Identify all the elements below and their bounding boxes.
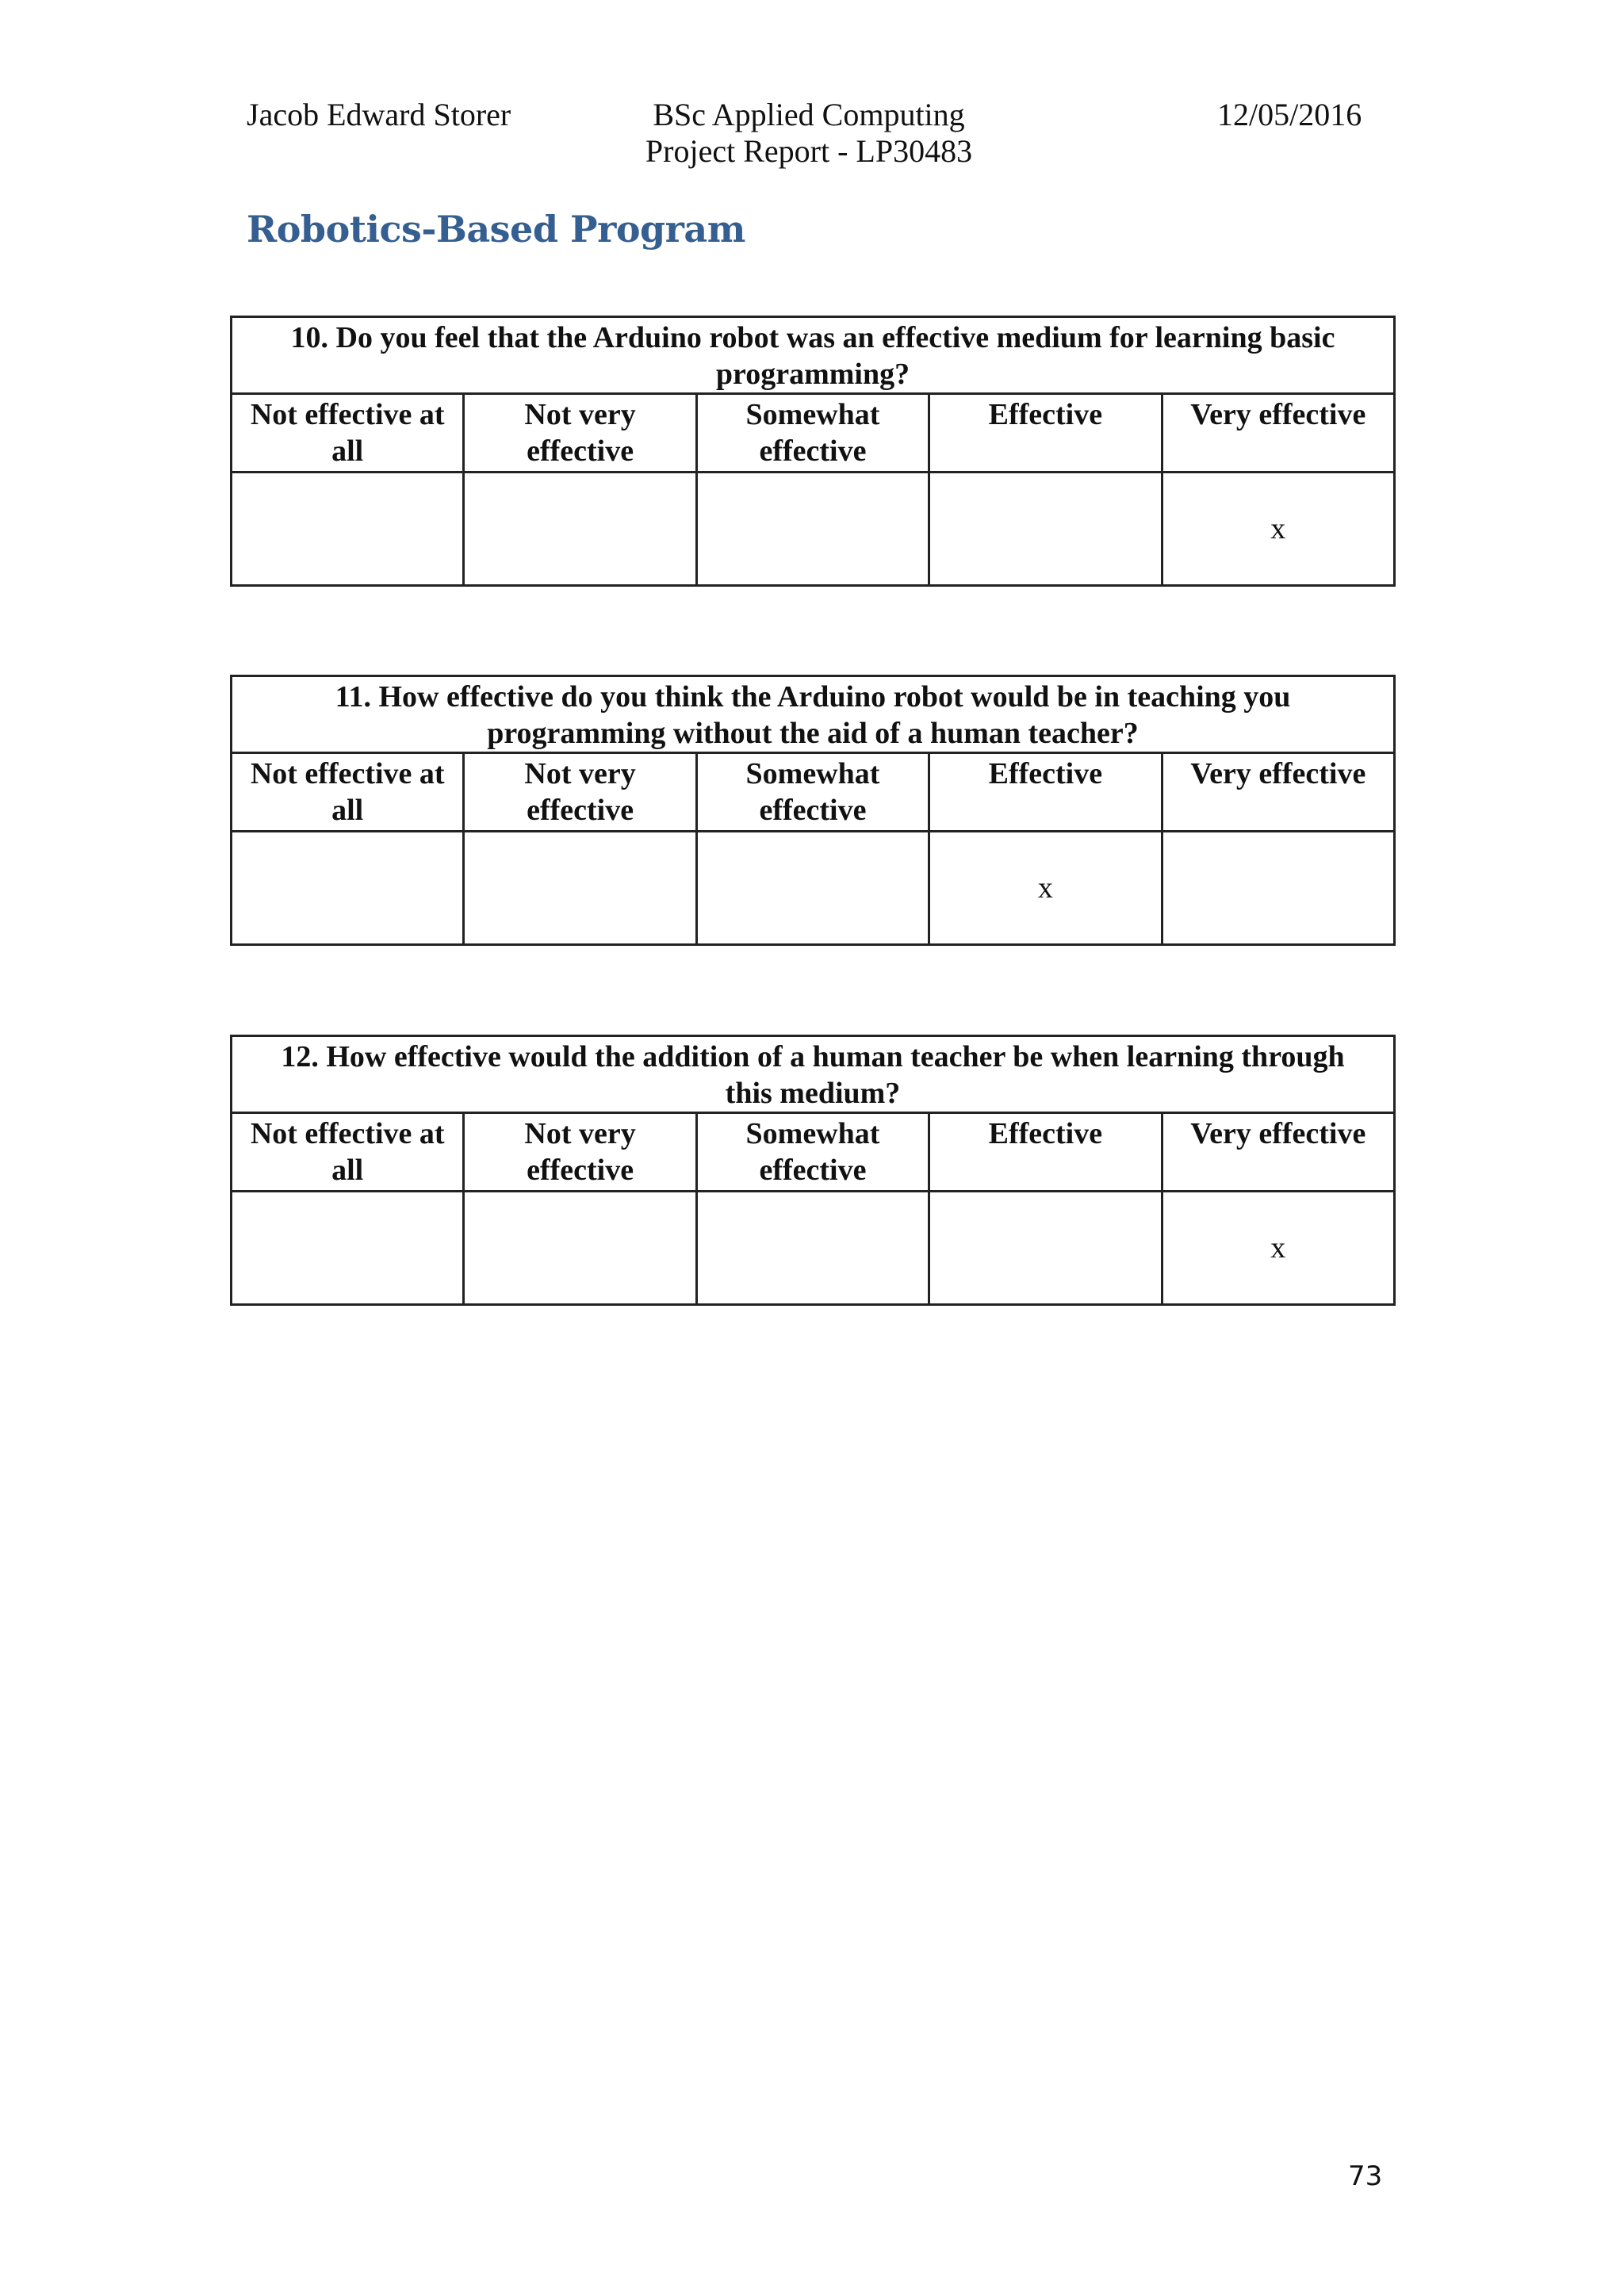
answer-cell[interactable] — [232, 473, 464, 586]
survey-table-q11 — [230, 675, 1396, 946]
survey-table-q12 — [230, 1035, 1396, 1306]
answer-cell[interactable]: x — [929, 832, 1162, 945]
header-course-line1: BSc Applied Computing — [653, 97, 965, 132]
answer-cell[interactable] — [696, 473, 929, 586]
scale-label: Not very effective — [464, 394, 696, 473]
scale-label: Effective — [929, 1113, 1162, 1192]
scale-label: Somewhat effective — [696, 394, 929, 473]
scale-label: Not effective at all — [232, 394, 464, 473]
scale-label: Somewhat effective — [696, 753, 929, 832]
scale-label: Very effective — [1162, 394, 1394, 473]
answer-cell[interactable] — [232, 1192, 464, 1305]
answer-cell[interactable]: x — [1162, 473, 1394, 586]
scale-label: Not very effective — [464, 1113, 696, 1192]
answer-cell[interactable] — [929, 1192, 1162, 1305]
header-author: Jacob Edward Storer — [247, 97, 511, 132]
page-number: 73 — [1348, 2160, 1383, 2192]
header-course — [555, 97, 1063, 170]
scale-label: Somewhat effective — [696, 1113, 929, 1192]
answer-cell[interactable] — [1162, 832, 1394, 945]
question-text: 12. How effective would the addition of a human teacher be when learning through this medium? — [232, 1036, 1395, 1113]
scale-label: Not very effective — [464, 753, 696, 832]
question-text: 10. Do you feel that the Arduino robot was an effective medium for learning basic programming? — [232, 317, 1395, 394]
scale-label: Not effective at all — [232, 753, 464, 832]
question-text: 11. How effective do you think the Arduino robot would be in teaching you programming without the aid of a human teacher? — [232, 676, 1395, 753]
answer-cell[interactable] — [464, 473, 696, 586]
scale-label: Effective — [929, 753, 1162, 832]
answer-cell[interactable] — [696, 832, 929, 945]
answer-cell[interactable] — [464, 1192, 696, 1305]
scale-label: Effective — [929, 394, 1162, 473]
answer-cell[interactable] — [232, 832, 464, 945]
header-course-line2: Project Report - LP30483 — [645, 133, 973, 169]
scale-label: Very effective — [1162, 753, 1394, 832]
answer-cell[interactable] — [464, 832, 696, 945]
answer-cell[interactable]: x — [1162, 1192, 1394, 1305]
answer-cell[interactable] — [929, 473, 1162, 586]
scale-label: Not effective at all — [232, 1113, 464, 1192]
header-date: 12/05/2016 — [1217, 97, 1362, 132]
survey-table-q10 — [230, 316, 1396, 587]
section-title: Robotics-Based Program — [247, 208, 745, 251]
scale-label: Very effective — [1162, 1113, 1394, 1192]
answer-cell[interactable] — [696, 1192, 929, 1305]
